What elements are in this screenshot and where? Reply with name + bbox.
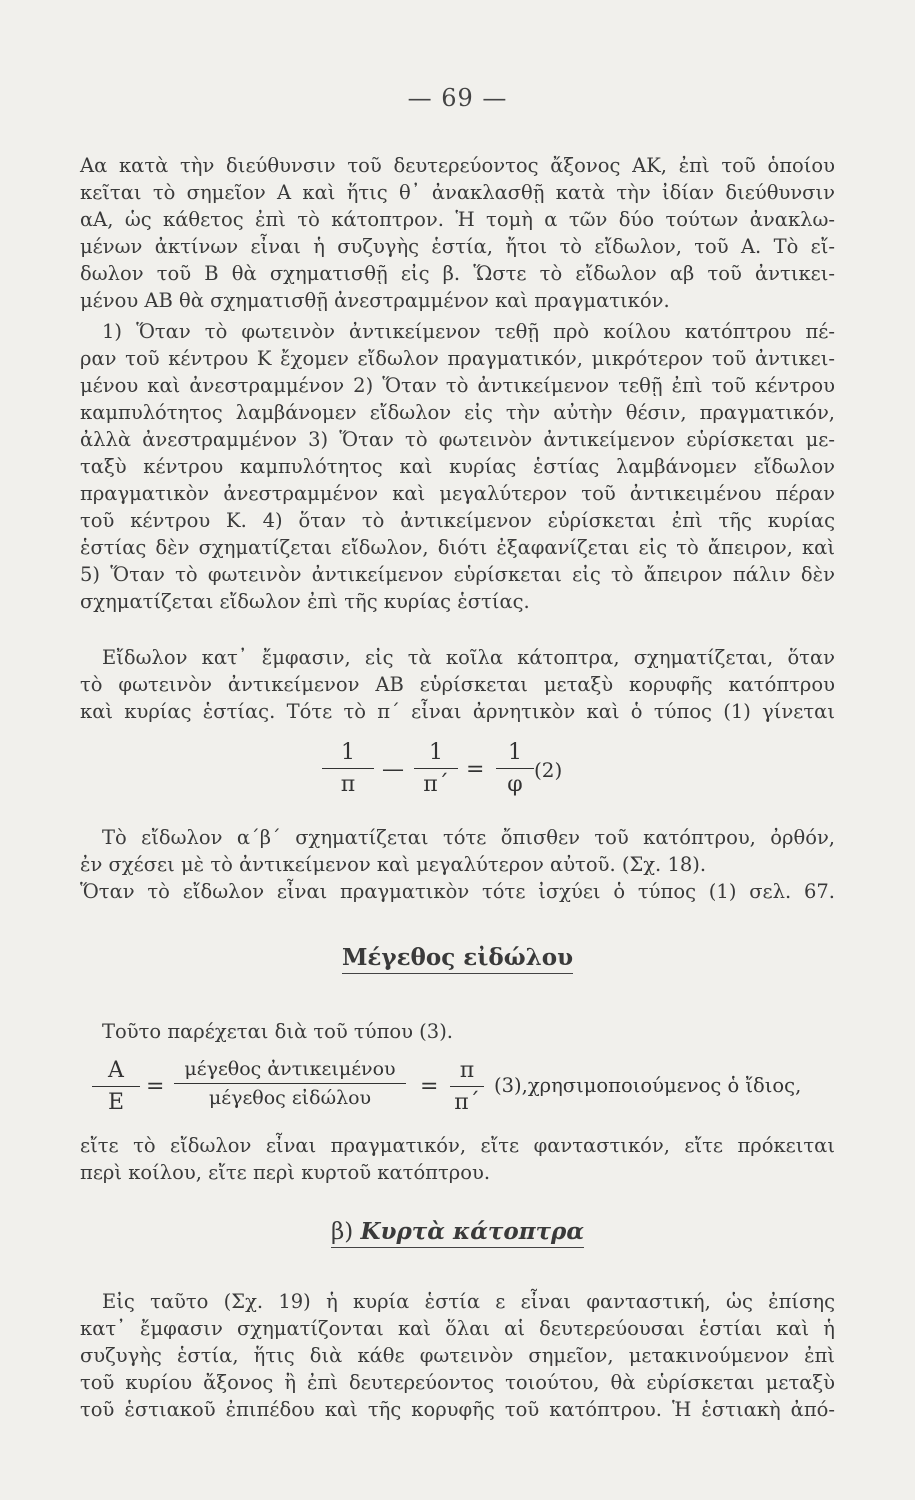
equation-label: (2)	[534, 758, 563, 782]
paragraph-3	[80, 644, 835, 725]
text-line: πραγματικὸν ἀνεστραμμένον καὶ μεγαλύτερον τοῦ ἀντικειμένου πέραν	[80, 482, 835, 505]
fraction-bar	[92, 1086, 140, 1087]
text-line: ραν τοῦ κέντρου Κ ἔχομεν εἴδωλον πραγματικόν, μικρότερον τοῦ ἀντικει-	[80, 347, 835, 370]
numerator: 1	[429, 740, 443, 765]
fraction-bar	[174, 1083, 406, 1084]
paragraph-4	[80, 824, 835, 905]
fraction-1-over-pi	[322, 740, 374, 797]
text-line: μένων ἀκτίνων εἶναι ἡ συζυγὴς ἑστία, ἤτοι τὸ εἴδωλον, τοῦ Α. Τὸ εἴ-	[80, 235, 835, 258]
text-line: ἑστίας δὲν σχηματίζεται εἴδωλον, διότι ἐξαφανίζεται εἰς τὸ ἄπειρον, καὶ	[80, 536, 835, 559]
text-line: καμπυλότητος λαμβάνομεν εἴδωλον εἰς τὴν αὐτὴν θέσιν, πραγματικόν,	[80, 401, 835, 424]
numerator: 1	[508, 740, 522, 765]
fraction-bar	[450, 1086, 484, 1087]
heading-title: Κυρτὰ κάτοπτρα	[360, 1218, 585, 1245]
text-line: 5) Ὅταν τὸ φωτεινὸν ἀντικείμενον εὑρίσκεται εἰς τὸ ἄπειρον πάλιν δὲν	[80, 563, 835, 586]
paragraph-5	[80, 1018, 835, 1045]
paragraph-1	[80, 152, 835, 314]
text-line: ταξὺ κέντρου καμπυλότητος καὶ κυρίας ἑστίας λαμβάνομεν εἴδωλον	[80, 455, 835, 478]
denominator: π´	[454, 1090, 480, 1115]
numerator: μέγεθος ἀντικειμένου	[184, 1058, 396, 1080]
denominator: π´	[423, 772, 449, 797]
text-line: ἀλλὰ ἀνεστραμμένον 3) Ὅταν τὸ φωτεινὸν ἀντικείμενον εὑρίσκεται με-	[80, 428, 835, 451]
text-line: μένου καὶ ἀνεστραμμένον 2) Ὅταν τὸ ἀντικείμενον τεθῇ ἐπὶ τοῦ κέντρου	[80, 374, 835, 397]
paragraph-6	[80, 1132, 835, 1186]
heading-text	[331, 1219, 584, 1248]
fraction-pi-over-pi-prime	[450, 1058, 484, 1115]
text-line: Τὸ εἴδωλον α´β´ σχηματίζεται τότε ὄπισθεν τοῦ κατόπτρου, ὀρθόν,	[102, 826, 835, 849]
fraction-bar	[414, 768, 458, 769]
text-line: μένου ΑΒ θὰ σχηματισθῇ ἀνεστραμμένον καὶ πραγματικόν.	[80, 289, 670, 312]
numerator: π	[459, 1058, 475, 1083]
text-line: Ὅταν τὸ εἴδωλον εἶναι πραγματικὸν τότε ἰσχύει ὁ τύπος (1) σελ. 67.	[80, 880, 835, 903]
text-line: σχηματίζεται εἴδωλον ἐπὶ τῆς κυρίας ἑστίας.	[80, 590, 530, 613]
fraction-bar	[496, 768, 534, 769]
equals-sign: =	[146, 1074, 165, 1099]
paragraph-2	[80, 318, 835, 615]
numerator: 1	[341, 740, 355, 765]
text-line: Αα κατὰ τὴν διεύθυνσιν τοῦ δευτερεύοντος ἄξονος ΑΚ, ἐπὶ τοῦ ὁποίου	[80, 154, 835, 177]
text-line: τοῦ κυρίου ἄξονος ἢ ἐπὶ δευτερεύοντος τοιούτου, θὰ εὑρίσκεται μεταξὺ	[80, 1371, 835, 1394]
text-line: καὶ κυρίας ἑστίας. Τότε τὸ π´ εἶναι ἀρνητικὸν καὶ ὁ τύπος (1) γίνεται	[80, 700, 835, 723]
minus-sign: —	[382, 757, 404, 782]
section-heading-image-size	[0, 944, 915, 971]
equals-sign: =	[466, 757, 485, 782]
heading-text: Μέγεθος εἰδώλου	[342, 944, 573, 974]
text-line: κεῖται τὸ σημεῖον Α καὶ ἥτις θ᾽ ἀνακλασθῇ κατὰ τὴν ἰδίαν διεύθυνσιν	[80, 181, 835, 204]
heading-prefix: β)	[330, 1219, 354, 1245]
denominator: μέγεθος εἰδώλου	[208, 1087, 372, 1109]
fraction-1-over-phi	[496, 740, 534, 797]
text-line: αΑ, ὡς κάθετος ἐπὶ τὸ κάτοπτρον. Ἡ τομὴ α τῶν δύο τούτων ἀνακλω-	[80, 208, 835, 231]
denominator: Ε	[107, 1090, 125, 1115]
text-line: Εἴδωλον κατ᾽ ἔμφασιν, εἰς τὰ κοῖλα κάτοπτρα, σχηματίζεται, ὅταν	[102, 646, 835, 669]
text-line: ἐν σχέσει μὲ τὸ ἀντικείμενον καὶ μεγαλύτερον αὐτοῦ. (Σχ. 18).	[80, 853, 707, 876]
fraction-1-over-pi-prime	[414, 740, 458, 797]
text-line: Τοῦτο παρέχεται διὰ τοῦ τύπου (3).	[102, 1020, 453, 1043]
numerator: Α	[108, 1058, 124, 1083]
fraction-A-over-E	[92, 1058, 140, 1115]
page-number: — 69 —	[407, 84, 508, 112]
text-line: κατ᾽ ἔμφασιν σχηματίζονται καὶ ὅλαι αἱ δευτερεύουσαι ἑστίαι καὶ ἡ	[80, 1317, 835, 1340]
section-heading-convex-mirrors	[0, 1218, 915, 1245]
text-line: τὸ φωτεινὸν ἀντικείμενον ΑΒ εὑρίσκεται μεταξὺ κορυφῆς κατόπτρου	[80, 673, 835, 696]
fraction-size-ratio	[174, 1058, 406, 1109]
text-line: συζυγὴς ἑστία, ἥτις διὰ κάθε φωτεινὸν σημεῖον, μετακινούμενον ἐπὶ	[80, 1344, 835, 1367]
equals-sign: =	[420, 1074, 439, 1099]
text-line: 1) Ὅταν τὸ φωτεινὸν ἀντικείμενον τεθῇ πρὸ κοίλου κατόπτρου πέ-	[102, 320, 835, 343]
text-line: περὶ κοίλου, εἴτε περὶ κυρτοῦ κατόπτρου.	[80, 1161, 491, 1184]
fraction-bar	[322, 768, 374, 769]
text-line: τοῦ ἑστιακοῦ ἐπιπέδου καὶ τῆς κορυφῆς τοῦ κατόπτρου. Ἡ ἑστιακὴ ἀπό-	[80, 1398, 835, 1421]
formula-trailing-text: (3),χρησιμοποιούμενος ὁ ἴδιος,	[494, 1074, 802, 1097]
denominator: π	[340, 772, 356, 797]
text-line: Εἰς ταῦτο (Σχ. 19) ἡ κυρία ἑστία ε εἶναι φανταστική, ὡς ἐπίσης	[102, 1290, 835, 1313]
text-line: εἴτε τὸ εἴδωλον εἶναι πραγματικόν, εἴτε φανταστικόν, εἴτε πρόκειται	[80, 1134, 835, 1157]
text-line: τοῦ κέντρου Κ. 4) ὅταν τὸ ἀντικείμενον εὑρίσκεται ἐπὶ τῆς κυρίας	[80, 509, 835, 532]
text-line: δωλον τοῦ Β θὰ σχηματισθῇ εἰς β. Ὥστε τὸ εἴδωλον αβ τοῦ ἀντικει-	[80, 262, 835, 285]
denominator: φ	[507, 772, 523, 797]
paragraph-7	[80, 1288, 835, 1423]
